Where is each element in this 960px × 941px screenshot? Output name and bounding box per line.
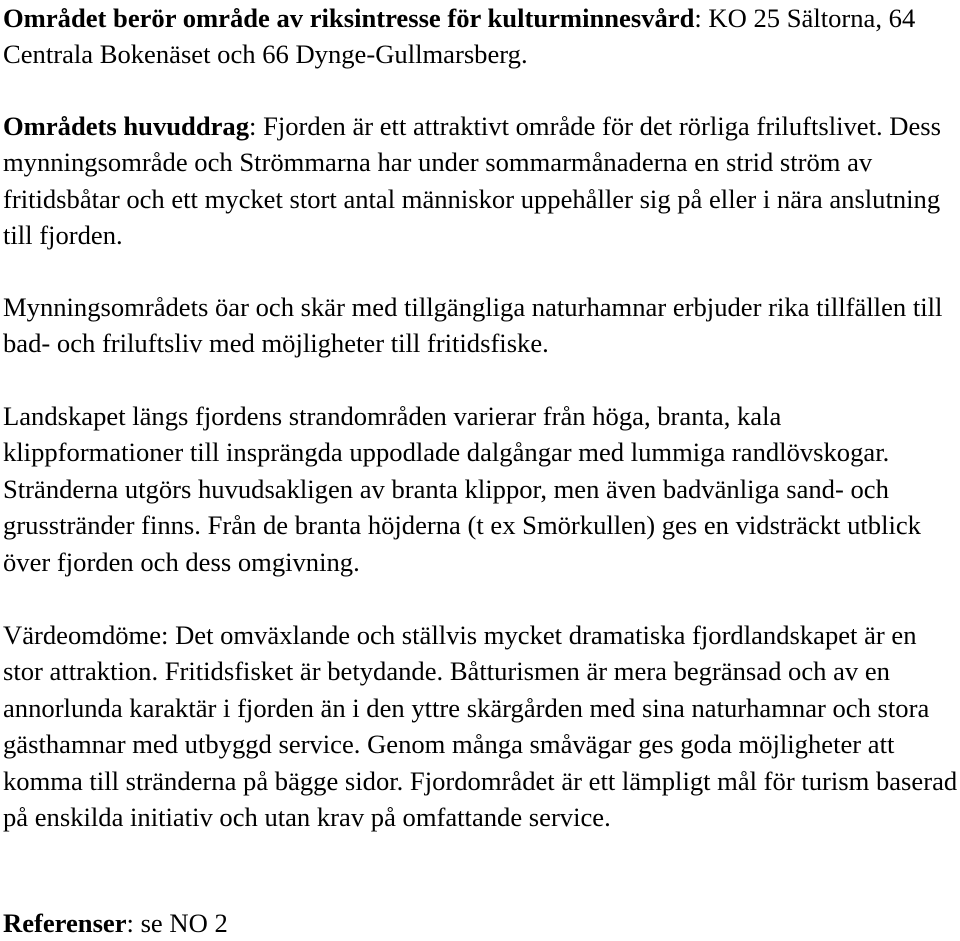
paragraph-mynningsomrade: Mynningsområdets öar och skär med tillgängliga naturhamnar erbjuder rika tillfällen till bad- och friluftsliv med möjligheter till fritidsfiske. [3,292,943,359]
huvuddrag-label: Områdets huvuddrag [3,111,250,141]
referenser-text: : se NO 2 [126,908,228,938]
referenser-label: Referenser [3,908,127,938]
riksintresse-label: Området berör område av riksintresse för kulturminnesvård [3,3,695,33]
paragraph-vardeomdome: Värdeomdöme: Det omväxlande och ställvis mycket dramatiska fjordlandskapet är en stor attraktion. Fritidsfisket är betydande. Båtturismen är mera begränsad och av en annorlunda karaktär i fjorden än i den yttre skärgården med sina naturhamnar och stora gästhamnar med utbyggd service. Genom många småvägar ges goda möjligheter att komma till stränderna på bägge sidor. Fjordområdet är ett lämpligt mål för turism baserad på enskilda initiativ och utan krav på omfattande service. [3,620,958,833]
riksintresse-text: : KO 25 Sältorna, 64 Centrala Bokenäset och 66 Dynge-Gullmarsberg. [3,3,916,70]
paragraph-referenser [3,905,958,941]
paragraph-landskapet: Landskapet längs fjordens strandområden varierar från höga, branta, kala klippformationer till insprängda uppodlade dalgångar med lummiga randlövskogar. Stränderna utgörs huvudsakligen av branta klippor, men även badvänliga sand- och grusstränder finns. Från de branta höjderna (t ex Smörkullen) ges en vidsträckt utblick över fjorden och dess omgivning. [3,401,921,577]
paragraph-riksintresse [3,0,958,73]
huvuddrag-text: : Fjorden är ett attraktivt område för det rörliga friluftslivet. Dess mynningsområde och Strömmarna har under sommarmånaderna en strid ström av fritidsbåtar och ett mycket stort antal människor uppehåller sig på eller i nära anslutning till fjorden. [3,111,942,251]
paragraph-huvuddrag [3,108,958,254]
